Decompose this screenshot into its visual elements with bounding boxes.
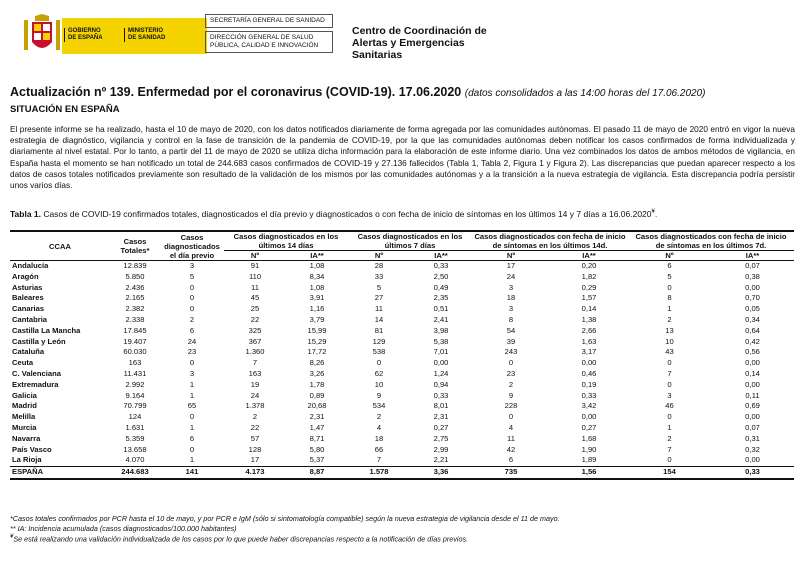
table-cell: 2 <box>376 412 382 422</box>
table-cell: 17 <box>250 455 260 465</box>
covid-cases-table <box>10 230 794 480</box>
table-header-row <box>10 231 794 251</box>
table-cell: 9 <box>376 390 382 400</box>
table-cell: 0,33 <box>433 261 449 270</box>
table-cell: 62 <box>374 368 384 378</box>
table-cell: 1,24 <box>433 368 449 378</box>
ccaes-line-2: Alertas y Emergencias <box>352 37 465 49</box>
table-cell: 124 <box>128 412 142 422</box>
table-cell: 243 <box>504 347 518 357</box>
table-cell: 0 <box>667 379 672 389</box>
table-cell: 6 <box>189 433 195 443</box>
table-cell: 534 <box>372 401 386 411</box>
table-cell: 5,38 <box>433 336 449 346</box>
table-cell: 3 <box>667 390 672 400</box>
table-cell: 325 <box>248 325 262 335</box>
table-cell: 14 <box>374 314 384 324</box>
table-cell: 7 <box>667 368 672 378</box>
footnote-1: *Casos totales confirmados por PCR hasta el 10 de mayo, y por PCR e IgM (sólo si sintomatología compatible) según la nueva estrategia de vigilancia desde el 11 de mayo. <box>10 514 560 523</box>
table-cell: 60.030 <box>123 347 147 357</box>
table-row <box>10 423 794 434</box>
table-cell: 0,46 <box>581 368 597 378</box>
table-cell: 1,63 <box>581 336 597 346</box>
ccaa-name-cell: Baleares <box>12 293 44 303</box>
table-row <box>10 434 794 445</box>
table-cell: 0,07 <box>745 422 760 432</box>
table-row <box>10 412 794 423</box>
table-cell: 2.436 <box>125 282 145 292</box>
table-cell: 1,16 <box>309 304 325 314</box>
subheader-n: Nº <box>348 251 410 261</box>
table-cell: 2,35 <box>433 293 449 303</box>
total-cell: 154 <box>628 467 711 479</box>
table-cell: 1 <box>189 390 195 400</box>
ccaa-name-cell: Navarra <box>12 433 41 443</box>
table-cell: 28 <box>374 261 384 270</box>
table-cell: 2,75 <box>433 433 449 443</box>
ccaa-name-cell: Asturias <box>12 282 43 292</box>
table-cell: 0 <box>376 358 382 368</box>
table-cell: 2 <box>667 314 672 324</box>
table-cell: 42 <box>506 444 516 454</box>
ccaa-name-cell: Murcia <box>12 422 37 432</box>
gov-line-2: DE ESPAÑA <box>68 35 103 41</box>
table-cell: 11 <box>375 304 383 314</box>
table-cell: 3,17 <box>581 347 597 357</box>
table-cell: 0 <box>189 444 195 454</box>
table-cell: 7 <box>667 444 672 454</box>
table-cell: 5 <box>376 282 382 292</box>
table-body <box>10 261 794 479</box>
table-cell: 3,26 <box>309 368 325 378</box>
table-cell: 0 <box>667 358 672 368</box>
table-cell: 24 <box>187 336 197 346</box>
table-cell: 0,31 <box>745 433 760 443</box>
table-cell: 11 <box>507 433 515 443</box>
table-cell: 0,64 <box>745 325 760 335</box>
table-row <box>10 380 794 391</box>
table-cell: 3,42 <box>581 401 597 411</box>
title-note: (datos consolidados a las 14:00 horas del 17.06.2020) <box>464 88 706 99</box>
table-cell: 0,00 <box>745 282 760 292</box>
table-cell: 0,00 <box>745 455 760 465</box>
table-row <box>10 283 794 294</box>
table-cell: 81 <box>374 325 384 335</box>
ccaa-name-cell: Castilla La Mancha <box>12 325 81 335</box>
table-cell: 0 <box>667 412 672 422</box>
subheader-ia: IA** <box>286 251 348 261</box>
table-cell: 0 <box>508 412 514 422</box>
table-cell: 5.850 <box>125 271 145 281</box>
footnote-3 <box>10 533 560 544</box>
table-cell: 0,38 <box>745 271 760 281</box>
table-cell: 2,41 <box>433 314 449 324</box>
ccaa-name-cell: Andalucía <box>12 261 49 270</box>
table-cell: 1.360 <box>245 347 265 357</box>
table-cell: 0,00 <box>745 412 760 422</box>
ministry-label <box>128 28 198 42</box>
subheader-n: Nº <box>472 251 550 261</box>
table-cell: 24 <box>250 390 260 400</box>
total-cell: 3,36 <box>410 467 472 479</box>
table-cell: 5,80 <box>309 444 325 454</box>
table-cell: 128 <box>248 444 262 454</box>
table-cell: 0 <box>667 282 672 292</box>
table-cell: 0,51 <box>433 304 449 314</box>
header-ccaa: CCAA <box>10 231 110 261</box>
table-cell: 2 <box>667 433 672 443</box>
ccaes-line-1: Centro de Coordinación de <box>352 25 487 37</box>
table-cell: 8,26 <box>309 358 325 368</box>
table-cell: 1.378 <box>245 401 265 411</box>
table-cell: 1 <box>189 422 195 432</box>
table-cell: 1 <box>189 379 195 389</box>
table-cell: 3 <box>189 261 195 270</box>
table-cell: 4.070 <box>125 455 145 465</box>
total-cell: 0,33 <box>711 467 794 479</box>
table-cell: 0,00 <box>581 358 597 368</box>
caption-mark: ¥ <box>651 209 655 216</box>
table-cell: 7 <box>376 455 382 465</box>
header-casos-totales: Casos Totales* <box>110 231 160 261</box>
table-cell: 0,89 <box>309 390 325 400</box>
table-cell: 0,11 <box>745 390 760 400</box>
table-cell: 0,29 <box>581 282 597 292</box>
ccaa-name-cell: País Vasco <box>12 444 52 454</box>
header-dia-previo: Casos diagnosticados el día previo <box>160 231 224 261</box>
ccaa-name-cell: Melilla <box>12 412 36 422</box>
table-cell: 2 <box>189 314 195 324</box>
table-row <box>10 347 794 358</box>
table-cell: 17.845 <box>123 325 147 335</box>
total-cell: 735 <box>472 467 550 479</box>
table-cell: 2.165 <box>125 293 145 303</box>
table-cell: 22 <box>250 422 260 432</box>
ccaa-name-cell: Cantabria <box>12 314 48 324</box>
table-cell: 2,99 <box>433 444 449 454</box>
table-cell: 2,31 <box>309 412 325 422</box>
table-cell: 0 <box>189 304 195 314</box>
table-cell: 163 <box>128 358 142 368</box>
section-title: SITUACIÓN EN ESPAÑA <box>10 104 120 115</box>
table-cell: 10 <box>665 336 674 346</box>
table-row <box>10 293 794 304</box>
secretaria-box: SECRETARÍA GENERAL DE SANIDAD <box>205 14 333 28</box>
table-cell: 11.431 <box>123 368 147 378</box>
page-title <box>10 85 705 99</box>
table-cell: 2.382 <box>125 304 145 314</box>
table-cell: 0,42 <box>745 336 760 346</box>
table-cell: 0,14 <box>581 304 597 314</box>
table-cell: 19 <box>250 379 260 389</box>
min-line-1: MINISTERIO <box>128 28 164 34</box>
table-cell: 2,66 <box>581 325 597 335</box>
table-cell: 2,31 <box>433 412 449 422</box>
table-cell: 5 <box>189 271 195 281</box>
table-cell: 538 <box>372 347 386 357</box>
table-cell: 17,72 <box>307 347 327 357</box>
table-cell: 0 <box>189 412 195 422</box>
subheader-ia: IA** <box>550 251 628 261</box>
table-cell: 0,00 <box>433 358 449 368</box>
table-cell: 0,70 <box>745 293 760 303</box>
subheader-ia: IA** <box>410 251 472 261</box>
table-caption: Tabla 1. Casos de COVID-19 confirmados totales, diagnosticados el día previo y diagnosticados o con fecha de inicio de síntomas en los últimos 14 y 7 días a 16.06.2020¥. <box>10 209 658 219</box>
table-cell: 0,19 <box>581 379 597 389</box>
table-cell: 43 <box>665 347 674 357</box>
table-cell: 66 <box>374 444 384 454</box>
table-cell: 2.992 <box>125 379 145 389</box>
table-cell: 0,33 <box>581 390 597 400</box>
table-cell: 7,01 <box>433 347 449 357</box>
table-cell: 22 <box>250 314 260 324</box>
table-cell: 2,50 <box>433 271 449 281</box>
table-cell: 0,27 <box>433 422 449 432</box>
caption-text: Casos de COVID-19 confirmados totales, diagnosticados el día previo y diagnosticados o con fecha de inicio de síntomas en los últimos 14 y 7 días a 16.06.2020 <box>43 209 652 219</box>
subheader-n: Nº <box>628 251 711 261</box>
table-cell: 0,32 <box>745 444 760 454</box>
table-cell: 0,07 <box>745 261 760 270</box>
table-cell: 15,29 <box>307 336 327 346</box>
table-cell: 367 <box>248 336 262 346</box>
table-row <box>10 315 794 326</box>
table-cell: 1,90 <box>581 444 597 454</box>
table-cell: 11 <box>251 282 259 292</box>
table-cell: 1,78 <box>309 379 325 389</box>
total-cell: 141 <box>160 467 224 479</box>
table-cell: 25 <box>250 304 260 314</box>
table-row <box>10 337 794 348</box>
table-cell: 46 <box>665 401 674 411</box>
table-cell: 3 <box>508 304 514 314</box>
table-cell: 17 <box>506 261 516 270</box>
table-cell: 0,49 <box>433 282 449 292</box>
table-cell: 3,79 <box>309 314 325 324</box>
table-cell: 54 <box>506 325 516 335</box>
table-cell: 5 <box>667 271 672 281</box>
table-cell: 1,68 <box>581 433 597 443</box>
caption-label: Tabla 1. <box>10 209 42 219</box>
table-cell: 2,21 <box>433 455 449 465</box>
table-cell: 13 <box>665 325 674 335</box>
total-cell: 244.683 <box>110 467 160 479</box>
table-row <box>10 261 794 272</box>
table-cell: 1.631 <box>125 422 145 432</box>
table-cell: 18 <box>374 433 384 443</box>
table-cell: 57 <box>250 433 260 443</box>
header-group-14d: Casos diagnosticados en los últimos 14 días <box>224 231 348 251</box>
table-cell: 6 <box>189 325 195 335</box>
table-cell: 129 <box>372 336 386 346</box>
table-cell: 1 <box>189 455 195 465</box>
table-cell: 0,20 <box>581 261 597 270</box>
ccaa-name-cell: Madrid <box>12 401 37 411</box>
table-cell: 0,00 <box>581 412 597 422</box>
table-cell: 0,00 <box>745 358 760 368</box>
ccaa-name-cell: Aragón <box>12 271 39 281</box>
table-cell: 24 <box>506 271 516 281</box>
table-cell: 70.799 <box>123 401 147 411</box>
table-cell: 0 <box>189 293 195 303</box>
table-cell: 0 <box>189 282 195 292</box>
table-cell: 0,14 <box>745 368 760 378</box>
table-cell: 3 <box>189 368 195 378</box>
table-cell: 7 <box>252 358 258 368</box>
table-cell: 1 <box>667 304 672 314</box>
table-cell: 0,33 <box>433 390 449 400</box>
ccaa-name-cell: Cataluña <box>12 347 45 357</box>
table-cell: 6 <box>508 455 514 465</box>
ccaa-name-cell: La Rioja <box>12 455 42 465</box>
table-cell: 0,00 <box>745 379 760 389</box>
header-group-fis-7d: Casos diagnosticados con fecha de inicio de síntomas en los últimos 7d. <box>628 231 794 251</box>
footnote-3-text: Se está realizando una validación individualizada de los casos por lo que puede haber discrepancias respecto a la notificación de días previos. <box>13 534 469 544</box>
header-group-7d: Casos diagnosticados en los últimos 7 días <box>348 231 472 251</box>
table-cell: 27 <box>374 293 384 303</box>
government-label <box>68 28 128 42</box>
table-cell: 228 <box>504 401 518 411</box>
footnote-2: ** IA: Incidencia acumulada (casos diagnosticados/100.000 habitantes) <box>10 523 237 533</box>
total-cell: 8,87 <box>286 467 348 479</box>
table-cell: 5,37 <box>309 455 325 465</box>
table-cell: 5.359 <box>125 433 145 443</box>
document-header <box>0 0 804 72</box>
ccaa-name-cell: Galicia <box>12 390 37 400</box>
table-cell: 23 <box>187 347 197 357</box>
table-cell: 4 <box>376 422 382 432</box>
table-row <box>10 455 794 466</box>
table-cell: 1,57 <box>581 293 597 303</box>
table-row <box>10 445 794 456</box>
total-label-cell: ESPAÑA <box>10 467 110 479</box>
table-cell: 163 <box>248 368 262 378</box>
table-cell: 13.658 <box>123 444 147 454</box>
table-cell: 2 <box>252 412 258 422</box>
table-cell: 1,08 <box>309 282 325 292</box>
table-cell: 3 <box>508 282 514 292</box>
table-cell: 91 <box>250 261 260 270</box>
coat-of-arms-icon <box>22 14 62 58</box>
ccaa-name-cell: Canarias <box>12 304 45 314</box>
table-cell: 0,94 <box>433 379 449 389</box>
total-cell: 1.578 <box>348 467 410 479</box>
table-cell: 8,01 <box>433 401 449 411</box>
subheader-n: Nº <box>224 251 286 261</box>
min-line-2: DE SANIDAD <box>128 35 166 41</box>
ccaa-name-cell: Extremadura <box>12 379 59 389</box>
table-cell: 8 <box>508 314 514 324</box>
table-cell: 0,27 <box>581 422 597 432</box>
table-cell: 15,99 <box>307 325 327 335</box>
gov-line-1: GOBIERNO <box>68 28 101 34</box>
table-cell: 8,34 <box>309 271 325 281</box>
intro-paragraph: El presente informe se ha realizado, hasta el 10 de mayo de 2020, con los datos notificados diariamente de forma agregada por las comunidades autónomas. El pasado 11 de mayo de 2020 entró en vigor la nueva estrategia de diagnóstico, vigilancia y control en la fase de transición de la pandemia de COVID-19, por la que las comunidades autónomas deben notificar los casos confirmados de forma individualizada y diariamente al nivel estatal. Por lo tanto, a partir del 11 de mayo de 2020 se utiliza dicha información para la elaboración de este informe diario. Una vez combinados los datos de ambos métodos de vigilancia, en España hasta el momento se han notificado un total de 244.683 casos confirmados de COVID-19 y 27.136 fallecidos (Tabla 1, Tabla 2, Figura 1 y Figura 2). Las discrepancias que puedan aparecer respecto a los datos de casos totales notificados previamente son resultado de la validación de los mismos por las comunidades autónomas y a la transición a la nueva estrategia de vigilancia. Esta discrepancia podría persistir unos varios días. <box>10 125 795 191</box>
table-cell: 18 <box>506 293 516 303</box>
table-footnotes <box>10 514 560 544</box>
table-cell: 0 <box>667 455 672 465</box>
table-cell: 1,89 <box>581 455 597 465</box>
table-cell: 9 <box>508 390 514 400</box>
table-cell: 3,91 <box>309 293 325 303</box>
table-cell: 0,56 <box>745 347 760 357</box>
table-row <box>10 326 794 337</box>
table-cell: 9.164 <box>125 390 145 400</box>
table-cell: 8 <box>667 293 672 303</box>
ccaa-name-cell: Castilla y León <box>12 336 66 346</box>
table-row <box>10 369 794 380</box>
table-cell: 0,05 <box>745 304 760 314</box>
table-cell: 1,47 <box>309 422 325 432</box>
table-cell: 110 <box>248 271 262 281</box>
table-cell: 2.338 <box>125 314 145 324</box>
table-cell: 19.407 <box>123 336 147 346</box>
department-boxes <box>205 14 333 56</box>
ccaa-name-cell: C. Valenciana <box>12 368 61 378</box>
ccaes-line-3: Sanitarias <box>352 49 403 61</box>
table-cell: 1,08 <box>309 261 325 270</box>
table-cell: 4 <box>508 422 514 432</box>
subheader-ia: IA** <box>711 251 794 261</box>
table-cell: 12.839 <box>123 261 147 270</box>
table-row <box>10 304 794 315</box>
footnote-3-mark: ¥ <box>10 534 14 540</box>
header-group-fis-14d: Casos diagnosticados con fecha de inicio de síntomas en los últimos 14d. <box>472 231 628 251</box>
table-cell: 6 <box>667 261 672 270</box>
total-cell: 4.173 <box>224 467 286 479</box>
table-cell: 8,71 <box>309 433 325 443</box>
table-cell: 10 <box>374 379 384 389</box>
total-cell: 1,56 <box>550 467 628 479</box>
table-cell: 1 <box>667 422 672 432</box>
table-cell: 45 <box>250 293 260 303</box>
ccaes-label <box>352 25 532 61</box>
table-cell: 2 <box>508 379 514 389</box>
table-row <box>10 401 794 412</box>
table-row <box>10 391 794 402</box>
table-cell: 39 <box>506 336 516 346</box>
table-cell: 33 <box>374 271 384 281</box>
ccaa-name-cell: Ceuta <box>12 358 34 368</box>
table-cell: 65 <box>187 401 197 411</box>
table-cell: 1,82 <box>581 271 597 281</box>
table-cell: 23 <box>506 368 516 378</box>
title-text: Actualización nº 139. Enfermedad por el coronavirus (COVID-19). 17.06.2020 <box>10 85 462 99</box>
table-cell: 3,98 <box>433 325 449 335</box>
table-row <box>10 272 794 283</box>
table-cell: 20,68 <box>307 401 327 411</box>
table-cell: 0 <box>508 358 514 368</box>
table-cell: 0,34 <box>745 314 760 324</box>
government-logo <box>10 14 198 58</box>
table-total-row <box>10 467 794 479</box>
table-cell: 0,69 <box>745 401 760 411</box>
table-cell: 1,38 <box>581 314 597 324</box>
table-row <box>10 358 794 369</box>
direccion-box: DIRECCIÓN GENERAL DE SALUD PÚBLICA, CALIDAD E INNOVACIÓN <box>205 31 333 53</box>
table-cell: 0 <box>189 358 195 368</box>
